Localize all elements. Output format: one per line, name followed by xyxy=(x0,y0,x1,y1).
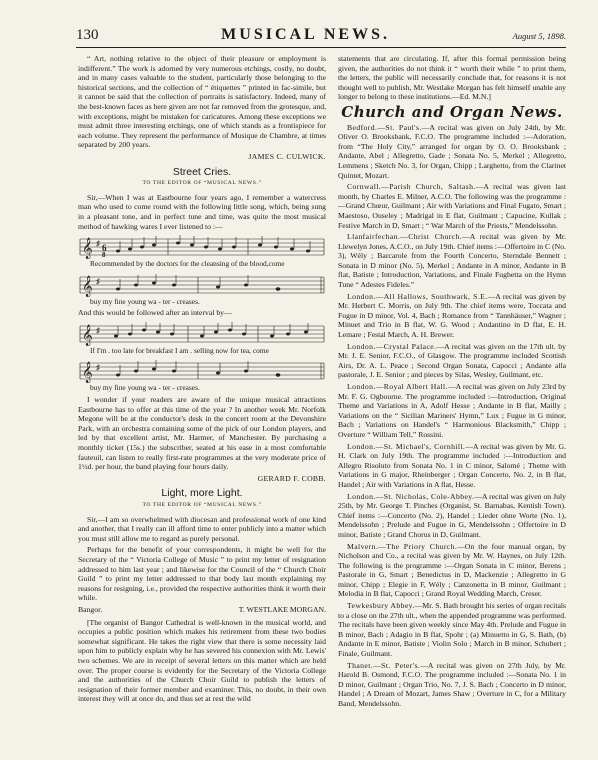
music-staff-2 xyxy=(78,271,326,297)
editor-note-continued: statements that are circulating. If, after this formal permission being given, the authorities do not think it “ worth their while ” to print them, the letters, the public will necessarily conclude that, for reasons it is not thought well to publish, Mr. Westlake Morgan has felt himself unable any longer to belong to these institutions.—Ed. M.N.] xyxy=(338,54,566,102)
svg-text:𝄞: 𝄞 xyxy=(82,238,93,260)
recital-text: —A recital was given on the 17th ult. by Mr. J. E. Senior, F.C.O., of Glasgow. The programme included Scottish Airs, Dr. A. L. Peace ; Second Organ Sonata, Capocci ; Andante alla pastorale, J. E. Senior ; and pieces by Silas, Wesley, Guilmant, etc. xyxy=(338,341,566,380)
left-column xyxy=(78,54,326,706)
recital-place: Cornwall.—Parish Church, Saltash. xyxy=(347,182,476,192)
recital-place: Tewkesbury Abbey. xyxy=(347,601,415,611)
svg-text:♯: ♯ xyxy=(96,325,100,335)
recital-place: London.—St. Michael's, Cornhill. xyxy=(347,441,466,451)
recital-text: —A recital was given on July 25th, by Mr. George T. Pinches (Organist, St. Barnabas, Kentish Town). Chief items :—Concerto (No. 2), Handel ; Lieder ohne Worte (No. 1), Mendelssohn ; Prelude and Fugue in G, Mendelssohn ; Offertoire in D minor, Batiste ; Grand Chorus in D, Guilmant. xyxy=(338,491,566,539)
light-signature-place: Bangor. xyxy=(78,604,103,614)
issue-date: August 5, 1898. xyxy=(512,31,566,41)
light-para-1: Sir,—I am so overwhelmed with diocesan and professional work of one kind and another, that I really can ill afford time to enter publicly into a matter which you must still allow me to regard as purely personal. xyxy=(78,514,326,543)
recital-text: —Mr. S. Bath brought his series of organ recitals to a close on the 27th ult., when the appended programme was performed. The recitals have been given weekly since May 4th. Prelude and Fugue in B minor, Bach ; Adagio in B flat, Spohr ; (a) Minuetto in G, S. Bath, (b) Andante in E minor, Batiste ; Violin Solo ; March in B minor, Schubert ; Finale, Guilmant. xyxy=(338,601,566,659)
recital-entry xyxy=(338,542,566,600)
light-more-light-subhead: TO THE EDITOR OF “MUSICAL NEWS.” xyxy=(142,502,262,508)
page-number: 130 xyxy=(76,27,99,43)
recital-text: —A recital was given on July 24th, by Mr. Oliver O. Brooksbank, F.C.O. The programme included :—Adoration, from “The Holy City,” arranged for organ by O. O. Brooksbank ; Andante, Abel ; Allegretto, Gade ; Sonata No. 5, Merkel ; Allegretto, Lemmens ; Sketch No. 3, for Organ, Chipp ; Larghetto, from the Clarinet Quintet, Mozart. xyxy=(338,122,566,180)
light-more-light-title: Light, more Light. xyxy=(161,487,243,500)
music-staff-1 xyxy=(78,233,326,259)
svg-text:♯: ♯ xyxy=(96,363,100,373)
music-staff-3 xyxy=(78,320,326,346)
recital-entry xyxy=(338,232,566,290)
street-cries-para-1: Sir,—When I was at Eastbourne four years ago, I remember a watercress man who used to come round with the following little song, which, being sung in a pleasant tone, and in perfect tune and time, was quite the most musical method of hawking wares I ever listened to :— xyxy=(78,192,326,231)
recital-place: London.—Royal Albert Hall. xyxy=(347,382,448,391)
recital-entry xyxy=(338,492,566,540)
lyric-line-3: If I'm . too late for breakfast I am . selling now for tea, come xyxy=(90,345,269,355)
church-organ-news-title: Church and Organ News. xyxy=(341,102,563,121)
street-cries-signature: GERARD F. COBB. xyxy=(257,473,326,483)
light-signature-name: T. WESTLAKE MORGAN. xyxy=(238,604,326,614)
recital-place: Llanfairfechan.—Christ Church. xyxy=(347,232,463,242)
light-signature xyxy=(78,605,326,615)
music-staff-4 xyxy=(78,357,326,383)
light-para-2: Perhaps for the benefit of your correspondents, it might be well for the Secretary of the “ Victoria College of Music ” to print my letter of resignation addressed to him last year ; and likewise for the Council of the “ Church Choir Guild ” to print my letter addressed to that body last month explaining my reasons for resigning, i.e., provided the respective authorities think it worth their while. xyxy=(78,545,326,603)
street-cries-para-3: I wonder if your readers are aware of the unique musical attractions Eastbourne has to offer at this time of the year ? In another week Mr. Norfolk Megone will be at the conductor's desk in the concert room at the Devonshire Park, with an orchestra containing some of the pick of our London players, and led by that excellent artist, Mr. Harmer, of Manchester. By purchasing a monthly ticket (15s.) the subscriber, seated at his ease in a most comfortable fauteuil, can listen to really first-rate programmes at the very moderate price of 1½d. per hour, the band playing four hours daily. xyxy=(78,395,326,472)
svg-text:♯: ♯ xyxy=(96,239,100,249)
recital-place: London.—Crystal Palace. xyxy=(347,341,437,351)
lyric-line-2: buy my fine young wa - ter - creases. xyxy=(90,296,200,306)
recital-place: London.—All Hallows, Southwark, S.E. xyxy=(347,291,488,301)
street-cries-title: Street Cries. xyxy=(172,165,232,178)
recital-place: Thanet.—St. Peter's. xyxy=(347,660,421,670)
svg-text:8: 8 xyxy=(102,251,106,260)
intro-paragraph: “ Art, nothing relative to the object of their pleasure or employment is indifferent.” The work is adorned by very numerous etchings, costly, no doubt, and in many cases valuable to the student, particularly those belonging to the historical sections, and the collection of “ étiquettes ” printed in fac-simile, but it cannot be said that the collection of portraits is satisfactory. Indeed, many of the best-known faces as here given are not far removed from the grotesque, and, with exceptions, might be mistaken for caricatures. Among these exceptions we must admit three interesting etchings, one of which stands as a frontispiece for each volume. They represent the performance of Musique de Chambre, at times separated by 200 years. xyxy=(78,54,326,150)
header-rule xyxy=(76,47,566,48)
lyric-line-4: buy my fine young wa - ter - creases. xyxy=(90,383,200,393)
recital-text: —A recital was given by Mr. Llewelyn Jones, A.C.O., on July 19th. Chief items :—Offertoire in C (No. 3), Wély ; Barcarole from the Fourth Concerto, Sterndale Bennett ; Sonata in D minor (No. 5), Merkel ; Andante in A minor, Andante in B flat, Batiste ; Introduction, Variations, and Finale Fughetta on the Hymn Tune “ Adestes Fideles.” xyxy=(338,232,566,290)
recital-text: —A recital was given on July 23rd by Mr. F. G. Ogbourne. The programme included :—Introduction, Original Theme and Variations in A, Adolf Hesse ; Andante in B flat, Mailly ; Variations on the “ Sicilian Mariners' Hymn,” Lux ; Fugue in G minor, Bach ; Variations on Handel's “ Harmonious Blacksmith,” Chipp ; Overture “ William Tell,” Rossini. xyxy=(338,382,566,439)
recital-place: Bedford.—St. Paul's. xyxy=(347,122,422,132)
svg-text:𝄞: 𝄞 xyxy=(82,275,93,297)
recital-text: —A recital was given last month, by Charles E. Milner, A.C.O. The following was the programme :—Grand Chœur, Guilmant ; Air with Variations and Final Fugato, Smart ; Maestoso, Ouseley ; Madrigal in E flat, Guilmant ; Capucine, Kullak ; Festive March in D, Smart ; “ War March of the Priests,” Mendelssohn. xyxy=(338,182,566,230)
recital-entry xyxy=(338,382,566,440)
recital-place: Malvern.—The Priory Church. xyxy=(347,541,458,551)
svg-text:6: 6 xyxy=(102,243,107,254)
recital-entry xyxy=(338,292,566,340)
intro-signature: JAMES C. CULWICK. xyxy=(248,151,326,161)
editor-note: [The organist of Bangor Cathedral is well-known in the musical world, and occupies a public position which makes his retirement from these two bodies somewhat significant. He takes the right view that there is some necessity laid upon him to publicly explain why he has severed his connexion with Mr. Lewis' two schemes. We are in receipt of several letters on this matter which are held over. The proper course is evidently for the Secretary of the Victoria College and the authorities of the Church Choir Guild to publish the letters of resignation of their former member and examiner. This, no doubt, in their own interest they will at once do, and thus set at rest the wild xyxy=(78,617,326,704)
recital-entry xyxy=(338,182,566,230)
svg-text:𝄞: 𝄞 xyxy=(82,324,93,346)
recital-entry xyxy=(338,342,566,380)
recital-entry xyxy=(338,601,566,659)
recital-text: —On the four manual organ, by Nicholson and Co., a recital was given by Mr. W. Haynes, on July 12th. The following is the programme :—Organ Sonata in C minor, Berens ; Pastorale in G, Smart ; Benedictus in D, Mackenzie ; Allegretto in G minor, Chipp ; Elegie in F, Wély ; Canzonetta in B minor, Guilmant ; Melodia in B flat, Capocci ; Grand Royal Wedding March, Creser. xyxy=(338,541,566,599)
recital-text: —A recital was given by Mr. Herbert C. Morris, on July 9th. The chief items were, Toccata and Fugue in D minor, Vol. 4, Bach ; Romance from “ Tannhäuser,” Wagner ; Minuet and Trio in B flat, W. G. Wood ; Andantino in D flat, E. H. Lemare ; Festal March, A. H. Brewer. xyxy=(338,291,566,340)
recital-entry xyxy=(338,123,566,181)
svg-text:𝄞: 𝄞 xyxy=(82,362,93,384)
svg-text:♯: ♯ xyxy=(96,276,100,286)
recital-text: —A recital was given by Mr. G. H. Clark on July 19th. The programme included :—Introduction and Allegro Risoluto from Sonata No. 1 in C minor, Salomé ; Theme with Variations in G major, Rheinberger ; Organ Concerto, No. 2, in B flat, Handel ; Air with Variations in A flat, Hesse. xyxy=(338,441,566,489)
lyric-line-1: Recommended by the doctors for the cleansing of the blood,come xyxy=(90,259,285,269)
recital-place: London.—St. Nicholas, Cole-Abbey. xyxy=(347,491,475,501)
street-cries-subhead: TO THE EDITOR OF “MUSICAL NEWS.” xyxy=(142,180,262,187)
page-header xyxy=(76,26,566,48)
street-cries-para-2: And this would be followed after an interval by— xyxy=(78,308,232,318)
recital-entry xyxy=(338,442,566,490)
right-column xyxy=(338,54,566,711)
recital-entry xyxy=(338,661,566,709)
masthead: MUSICAL NEWS. xyxy=(221,26,390,43)
recital-text: —A recital was given on 27th July, by Mr. Harold B. Osmond, F.C.O. The programme included :—Sonata No. 1 in D minor, Guilmant ; Organ Trio, No. 7, J. S. Bach ; Concerto in D minor, Handel ; A Dream of Mozart, James Shaw ; Overture in C, for a Military Band, Mendelssohn. xyxy=(338,660,566,708)
